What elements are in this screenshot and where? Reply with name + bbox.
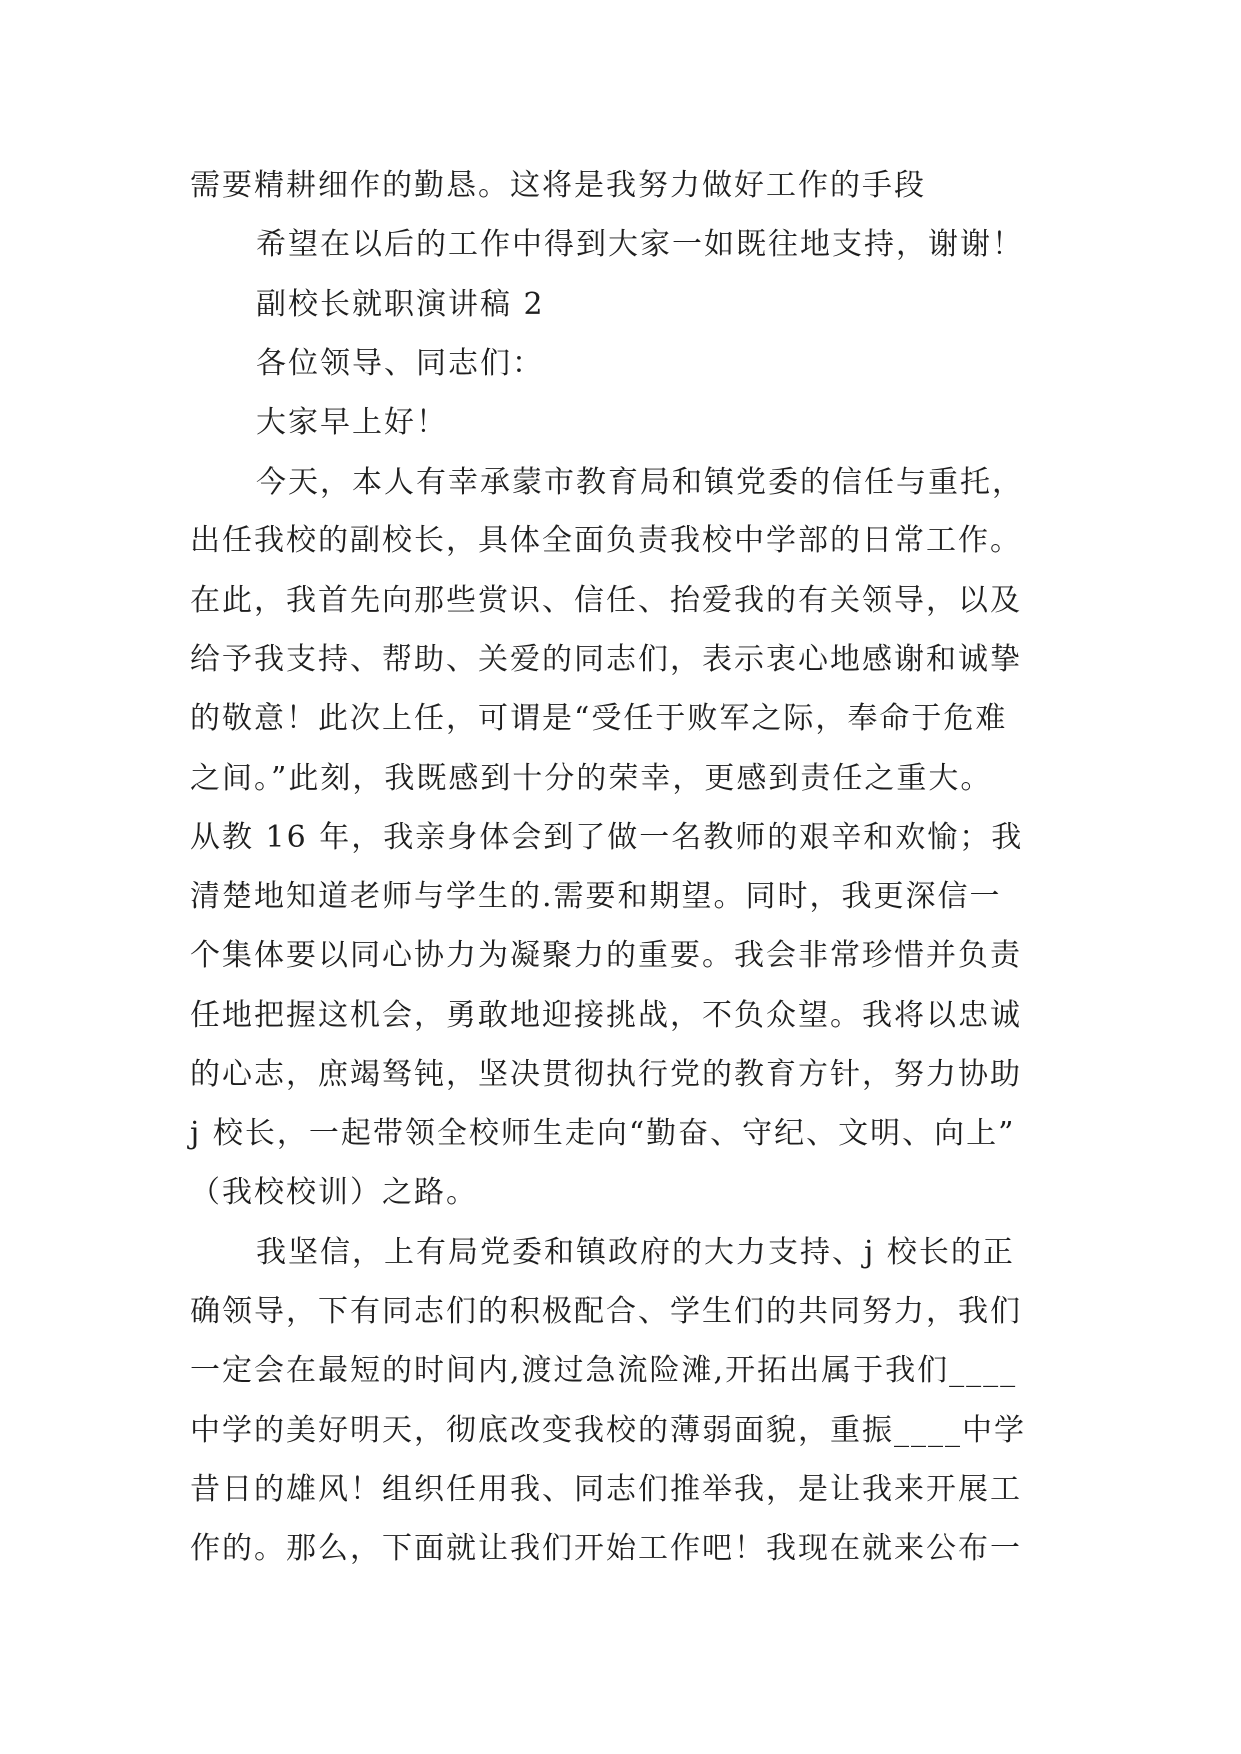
text-line-11: 之间。”此刻，我既感到十分的荣幸，更感到责任之重大。	[190, 761, 993, 796]
text-line-13: 清楚地知道老师与学生的.需要和期望。同时，我更深信一	[190, 879, 1002, 914]
text-line-1: 需要精耕细作的勤恳。这将是我努力做好工作的手段	[190, 168, 926, 203]
text-line-7: 出任我校的副校长，具体全面负责我校中学部的日常工作。	[190, 523, 1022, 558]
text-line-12: 从教 16 年，我亲身体会到了做一名教师的艰辛和欢愉；我	[190, 820, 1024, 855]
text-line-9: 给予我支持、帮助、关爱的同志们，表示衷心地感谢和诚挚	[190, 642, 1022, 677]
greeting: 大家早上好！	[256, 405, 448, 440]
text-line-17: j 校长，一起带领全校师生走向“勤奋、守纪、文明、向上”	[190, 1116, 1016, 1151]
text-line-16: 的心志，庶竭驽钝，坚决贯彻执行党的教育方针，努力协助	[190, 1057, 1022, 1092]
text-line-18: （我校校训）之路。	[190, 1175, 478, 1210]
text-line-2: 希望在以后的工作中得到大家一如既往地支持，谢谢！	[256, 227, 1024, 262]
text-line-8: 在此，我首先向那些赏识、信任、抬爱我的有关领导，以及	[190, 583, 1022, 618]
text-line-14: 个集体要以同心协力为凝聚力的重要。我会非常珍惜并负责	[190, 938, 1022, 973]
text-line-20: 确领导，下有同志们的积极配合、学生们的共同努力，我们	[190, 1294, 1022, 1329]
text-line-6: 今天，本人有幸承蒙市教育局和镇党委的信任与重托，	[256, 465, 1024, 500]
text-line-10: 的敬意！此次上任，可谓是“受任于败军之际，奉命于危难	[190, 701, 1008, 736]
text-line-24: 作的。那么，下面就让我们开始工作吧！我现在就来公布一	[190, 1531, 1022, 1566]
text-line-21: 一定会在最短的时间内,渡过急流险滩,开拓出属于我们____	[190, 1353, 1018, 1388]
salutation: 各位领导、同志们：	[256, 346, 544, 381]
text-line-15: 任地把握这机会，勇敢地迎接挑战，不负众望。我将以忠诚	[190, 998, 1022, 1033]
text-line-23: 昔日的雄风！组织任用我、同志们推举我，是让我来开展工	[190, 1472, 1022, 1507]
speech-title: 副校长就职演讲稿 2	[256, 287, 545, 322]
text-line-19: 我坚信，上有局党委和镇政府的大力支持、j 校长的正	[256, 1235, 1015, 1270]
text-line-22: 中学的美好明天，彻底改变我校的薄弱面貌，重振____中学	[190, 1413, 1026, 1448]
